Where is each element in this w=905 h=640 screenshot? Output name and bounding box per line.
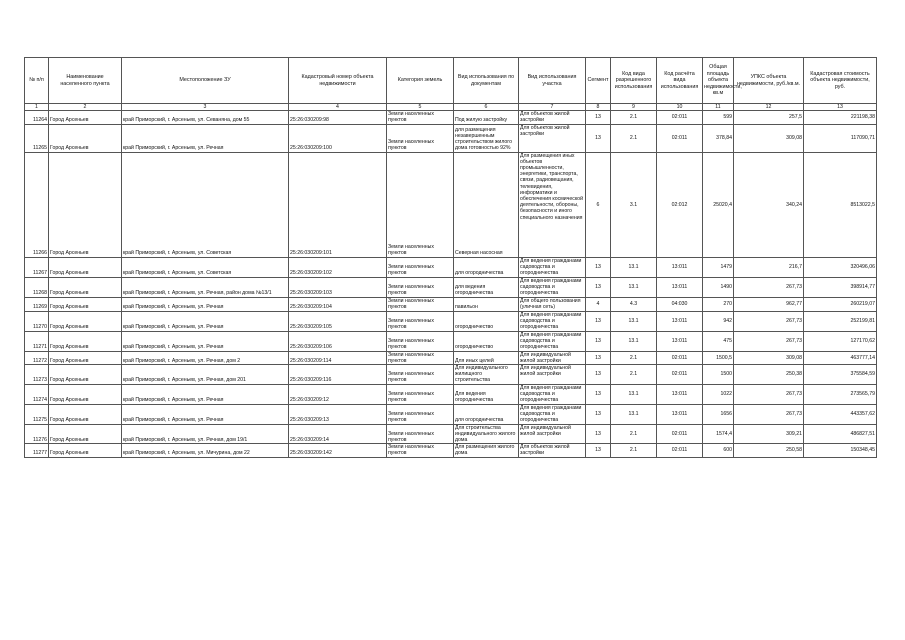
cell-settlement: Город Арсеньев: [49, 424, 122, 444]
spreadsheet-page: [24, 57, 876, 458]
cell-calc-code: 02:011: [657, 365, 703, 385]
cell-number: 11274: [25, 384, 49, 404]
header-cell-calc-code: Код расчёта вида использования: [657, 58, 703, 104]
cell-location: край Приморский, г. Арсеньев, ул. Речная, район дома №13/1: [122, 277, 289, 297]
table-row: [25, 384, 877, 404]
header-cell-cadastral-number: Кадастровый номер объекта недвижимости: [289, 58, 387, 104]
column-number-row: [25, 104, 877, 111]
cell-segment: 13: [586, 384, 611, 404]
cell-number: 11276: [25, 424, 49, 444]
cell-cadastral-number: 25:26:030209:116: [289, 365, 387, 385]
cell-calc-code: 02:011: [657, 444, 703, 457]
cell-permitted-use-code: 3.1: [611, 152, 657, 257]
column-number: 13: [804, 104, 877, 111]
cell-calc-code: 13:011: [657, 311, 703, 331]
header-cell-land-category: Категория земель: [387, 58, 454, 104]
cell-area: 475: [703, 331, 734, 351]
cell-location: край Приморский, г. Арсеньев, ул. Речная: [122, 297, 289, 311]
cell-cadastral-value: 273565,79: [804, 384, 877, 404]
cell-upks: 267,73: [734, 404, 804, 424]
cell-number: 11270: [25, 311, 49, 331]
cell-settlement: Город Арсеньев: [49, 124, 122, 152]
cell-area: 1574,4: [703, 424, 734, 444]
cell-settlement: Город Арсеньев: [49, 297, 122, 311]
cell-area: 600: [703, 444, 734, 457]
cell-area: 1656: [703, 404, 734, 424]
cell-settlement: Город Арсеньев: [49, 351, 122, 364]
cell-cadastral-number: 25:26:030209:105: [289, 311, 387, 331]
table-row: [25, 277, 877, 297]
cell-plot-use: Для ведения гражданами садоводства и огородничества: [519, 331, 586, 351]
cell-permitted-use-code: 2.1: [611, 124, 657, 152]
cell-location: край Приморский, г. Арсеньев, ул. Советская: [122, 152, 289, 257]
cell-calc-code: 04:030: [657, 297, 703, 311]
cell-use-by-documents: для огородничества: [454, 404, 519, 424]
cell-plot-use: Для общего пользования (уличная сеть): [519, 297, 586, 311]
cell-segment: 6: [586, 152, 611, 257]
cell-segment: 4: [586, 297, 611, 311]
cell-permitted-use-code: 2.1: [611, 444, 657, 457]
cell-plot-use: Для индивидуальной жилой застройки: [519, 424, 586, 444]
cell-segment: 13: [586, 351, 611, 364]
cell-segment: 13: [586, 111, 611, 124]
cell-cadastral-number: 25:26:030209:104: [289, 297, 387, 311]
cell-upks: 340,24: [734, 152, 804, 257]
table-row: [25, 331, 877, 351]
cell-upks: 962,77: [734, 297, 804, 311]
cell-calc-code: 13:011: [657, 257, 703, 277]
cell-land-category: Земли населенных пунктов: [387, 297, 454, 311]
cell-plot-use: Для индивидуальной жилой застройки: [519, 365, 586, 385]
cell-cadastral-value: 252199,81: [804, 311, 877, 331]
cell-segment: 13: [586, 277, 611, 297]
cell-settlement: Город Арсеньев: [49, 257, 122, 277]
cell-number: 11264: [25, 111, 49, 124]
cell-cadastral-number: 25:26:030209:106: [289, 331, 387, 351]
cell-cadastral-number: 25:26:030209:114: [289, 351, 387, 364]
cell-calc-code: 13:011: [657, 277, 703, 297]
cell-cadastral-number: 25:26:030209:100: [289, 124, 387, 152]
cell-location: край Приморский, г. Арсеньев, ул. Речная: [122, 311, 289, 331]
cell-location: край Приморский, г. Арсеньев, ул. Советская: [122, 257, 289, 277]
cell-permitted-use-code: 2.1: [611, 365, 657, 385]
cell-land-category: Земли населенных пунктов: [387, 277, 454, 297]
cell-number: 11273: [25, 365, 49, 385]
cell-land-category: Земли населенных пунктов: [387, 152, 454, 257]
cell-land-category: Земли населенных пунктов: [387, 384, 454, 404]
table-row: [25, 424, 877, 444]
cell-permitted-use-code: 4.3: [611, 297, 657, 311]
cell-segment: 13: [586, 331, 611, 351]
cell-land-category: Земли населенных пунктов: [387, 331, 454, 351]
cell-upks: 250,58: [734, 444, 804, 457]
column-number: 5: [387, 104, 454, 111]
cell-permitted-use-code: 13.1: [611, 384, 657, 404]
cell-use-by-documents: Для индивидуального жилищного строительства: [454, 365, 519, 385]
cell-calc-code: 13:011: [657, 331, 703, 351]
cell-settlement: Город Арсеньев: [49, 444, 122, 457]
cell-plot-use: Для объектов жилой застройки: [519, 444, 586, 457]
cell-location: край Приморский, г. Арсеньев, ул. Речная, дом 201: [122, 365, 289, 385]
cell-location: край Приморский, г. Арсеньев, ул. Севаняна, дом 55: [122, 111, 289, 124]
cell-segment: 13: [586, 404, 611, 424]
cell-permitted-use-code: 2.1: [611, 351, 657, 364]
table-row: [25, 257, 877, 277]
cell-use-by-documents: Для размещения жилого дома: [454, 444, 519, 457]
cell-calc-code: 02:011: [657, 351, 703, 364]
cadastral-value-table: [24, 57, 877, 458]
cell-settlement: Город Арсеньев: [49, 152, 122, 257]
cell-location: край Приморский, г. Арсеньев, ул. Речная: [122, 124, 289, 152]
cell-cadastral-number: 25:26:030209:102: [289, 257, 387, 277]
cell-upks: 267,73: [734, 311, 804, 331]
column-number: 12: [734, 104, 804, 111]
cell-settlement: Город Арсеньев: [49, 311, 122, 331]
cell-area: 599: [703, 111, 734, 124]
column-number: 7: [519, 104, 586, 111]
cell-cadastral-value: 260219,07: [804, 297, 877, 311]
cell-use-by-documents: Для иных целей: [454, 351, 519, 364]
header-cell-plot-use: Вид использования участка: [519, 58, 586, 104]
cell-area: 1500,5: [703, 351, 734, 364]
cell-calc-code: 02:011: [657, 111, 703, 124]
header-cell-number: № п/п: [25, 58, 49, 104]
cell-area: 1490: [703, 277, 734, 297]
header-cell-settlement: Наименование населенного пункта: [49, 58, 122, 104]
table-row: [25, 124, 877, 152]
cell-number: 11272: [25, 351, 49, 364]
cell-cadastral-number: 25:26:030209:98: [289, 111, 387, 124]
cell-settlement: Город Арсеньев: [49, 404, 122, 424]
column-number: 6: [454, 104, 519, 111]
cell-permitted-use-code: 13.1: [611, 311, 657, 331]
cell-cadastral-number: 25:26:030209:12: [289, 384, 387, 404]
cell-number: 11266: [25, 152, 49, 257]
cell-use-by-documents: Северная насосная: [454, 152, 519, 257]
column-number: 10: [657, 104, 703, 111]
cell-location: край Приморский, г. Арсеньев, ул. Речная, дом 2: [122, 351, 289, 364]
table-row: [25, 444, 877, 457]
cell-cadastral-value: 463777,14: [804, 351, 877, 364]
cell-upks: 309,08: [734, 124, 804, 152]
column-number: 9: [611, 104, 657, 111]
cell-cadastral-value: 443357,62: [804, 404, 877, 424]
table-row: [25, 365, 877, 385]
cell-plot-use: Для ведения гражданами садоводства и огородничества: [519, 277, 586, 297]
header-cell-segment: Сегмент: [586, 58, 611, 104]
cell-permitted-use-code: 13.1: [611, 404, 657, 424]
cell-segment: 13: [586, 124, 611, 152]
cell-permitted-use-code: 13.1: [611, 331, 657, 351]
table-row: [25, 404, 877, 424]
cell-land-category: Земли населенных пунктов: [387, 424, 454, 444]
cell-land-category: Земли населенных пунктов: [387, 365, 454, 385]
column-number: 11: [703, 104, 734, 111]
cell-area: 1500: [703, 365, 734, 385]
cell-settlement: Город Арсеньев: [49, 277, 122, 297]
cell-area: 1479: [703, 257, 734, 277]
cell-calc-code: 02:011: [657, 124, 703, 152]
cell-area: 942: [703, 311, 734, 331]
cell-cadastral-number: 25:26:030209:13: [289, 404, 387, 424]
column-number: 4: [289, 104, 387, 111]
cell-plot-use: Для ведения гражданами садоводства и огородничества: [519, 257, 586, 277]
cell-number: 11267: [25, 257, 49, 277]
cell-segment: 13: [586, 444, 611, 457]
cell-segment: 13: [586, 424, 611, 444]
cell-cadastral-value: 375584,59: [804, 365, 877, 385]
cell-land-category: Земли населенных пунктов: [387, 351, 454, 364]
cell-use-by-documents: для размещения незавершенным строительством жилого дома готовностью 92%: [454, 124, 519, 152]
table-row: [25, 297, 877, 311]
cell-location: край Приморский, г. Арсеньев, ул. Мичурина, дом 22: [122, 444, 289, 457]
cell-land-category: Земли населенных пунктов: [387, 257, 454, 277]
cell-upks: 267,73: [734, 277, 804, 297]
cell-use-by-documents: Под жилую застройку: [454, 111, 519, 124]
column-number: 1: [25, 104, 49, 111]
cell-segment: 13: [586, 311, 611, 331]
cell-calc-code: 02:011: [657, 424, 703, 444]
cell-upks: 267,73: [734, 384, 804, 404]
table-row: [25, 111, 877, 124]
cell-plot-use: Для размещения иных объектов промышленности, энергетики, транспорта, связи, радиовещания, телевидения, информатики и обеспечения космической деятельности, обороны, безопасности и иного специального назначения: [519, 152, 586, 257]
header-cell-use-by-documents: Вид использования по документам: [454, 58, 519, 104]
cell-cadastral-value: 117090,71: [804, 124, 877, 152]
header-cell-area: Общая площадь объекта недвижимости, кв.м: [703, 58, 734, 104]
cell-use-by-documents: для ведения огородничества: [454, 277, 519, 297]
cell-number: 11265: [25, 124, 49, 152]
cell-use-by-documents: огородничество: [454, 331, 519, 351]
cell-plot-use: Для ведения гражданами садоводства и огородничества: [519, 404, 586, 424]
cell-area: 378,84: [703, 124, 734, 152]
cell-cadastral-value: 150348,45: [804, 444, 877, 457]
cell-segment: 13: [586, 365, 611, 385]
cell-upks: 257,5: [734, 111, 804, 124]
cell-segment: 13: [586, 257, 611, 277]
cell-number: 11269: [25, 297, 49, 311]
cell-use-by-documents: павильон: [454, 297, 519, 311]
cell-use-by-documents: огородничество: [454, 311, 519, 331]
cell-cadastral-number: 25:26:030209:103: [289, 277, 387, 297]
cell-upks: 216,7: [734, 257, 804, 277]
table-row: [25, 152, 877, 257]
cell-location: край Приморский, г. Арсеньев, ул. Речная: [122, 331, 289, 351]
header-cell-upks: УПКС объекта недвижимости, руб./кв.м.: [734, 58, 804, 104]
cell-number: 11275: [25, 404, 49, 424]
cell-location: край Приморский, г. Арсеньев, ул. Речная: [122, 404, 289, 424]
cell-calc-code: 02:012: [657, 152, 703, 257]
cell-location: край Приморский, г. Арсеньев, ул. Речная, дом 19/1: [122, 424, 289, 444]
cell-use-by-documents: для огородничества: [454, 257, 519, 277]
cell-cadastral-value: 486827,51: [804, 424, 877, 444]
cell-cadastral-value: 221198,38: [804, 111, 877, 124]
cell-upks: 309,21: [734, 424, 804, 444]
cell-permitted-use-code: 13.1: [611, 257, 657, 277]
cell-use-by-documents: Для ведения огородничества: [454, 384, 519, 404]
table-row: [25, 351, 877, 364]
header-cell-permitted-use-code: Код вида разрешенного использования: [611, 58, 657, 104]
cell-land-category: Земли населенных пунктов: [387, 444, 454, 457]
cell-number: 11268: [25, 277, 49, 297]
cell-plot-use: Для индивидуальной жилой застройки: [519, 351, 586, 364]
cell-cadastral-number: 25:26:030209:14: [289, 424, 387, 444]
column-number: 2: [49, 104, 122, 111]
column-number: 8: [586, 104, 611, 111]
cell-permitted-use-code: 2.1: [611, 424, 657, 444]
cell-area: 1022: [703, 384, 734, 404]
cell-plot-use: Для объектов жилой застройки: [519, 124, 586, 152]
cell-land-category: Земли населенных пунктов: [387, 311, 454, 331]
header-cell-cadastral-value: Кадастровая стоимость объекта недвижимости, руб.: [804, 58, 877, 104]
cell-area: 25020,4: [703, 152, 734, 257]
cell-location: край Приморский, г. Арсеньев, ул. Речная: [122, 384, 289, 404]
cell-cadastral-number: 25:26:030209:142: [289, 444, 387, 457]
table-row: [25, 311, 877, 331]
cell-number: 11271: [25, 331, 49, 351]
column-number: 3: [122, 104, 289, 111]
cell-calc-code: 13:011: [657, 404, 703, 424]
cell-calc-code: 13:011: [657, 384, 703, 404]
cell-settlement: Город Арсеньев: [49, 384, 122, 404]
cell-area: 270: [703, 297, 734, 311]
cell-upks: 309,08: [734, 351, 804, 364]
cell-cadastral-value: 8513022,5: [804, 152, 877, 257]
header-cell-location: Местоположение ЗУ: [122, 58, 289, 104]
cell-upks: 267,73: [734, 331, 804, 351]
cell-settlement: Город Арсеньев: [49, 111, 122, 124]
cell-permitted-use-code: 13.1: [611, 277, 657, 297]
header-row: [25, 58, 877, 104]
cell-plot-use: Для объектов жилой застройки: [519, 111, 586, 124]
cell-cadastral-value: 398914,77: [804, 277, 877, 297]
cell-plot-use: Для ведения гражданами садоводства и огородничества: [519, 311, 586, 331]
cell-land-category: Земли населенных пунктов: [387, 404, 454, 424]
cell-upks: 250,38: [734, 365, 804, 385]
cell-permitted-use-code: 2.1: [611, 111, 657, 124]
cell-land-category: Земли населенных пунктов: [387, 124, 454, 152]
cell-plot-use: Для ведения гражданами садоводства и огородничества: [519, 384, 586, 404]
cell-cadastral-value: 127170,62: [804, 331, 877, 351]
cell-settlement: Город Арсеньев: [49, 331, 122, 351]
cell-settlement: Город Арсеньев: [49, 365, 122, 385]
cell-land-category: Земли населенных пунктов: [387, 111, 454, 124]
cell-cadastral-number: 25:26:030209:101: [289, 152, 387, 257]
cell-number: 11277: [25, 444, 49, 457]
cell-use-by-documents: Для строительства индивидуального жилого дома: [454, 424, 519, 444]
cell-cadastral-value: 320496,06: [804, 257, 877, 277]
